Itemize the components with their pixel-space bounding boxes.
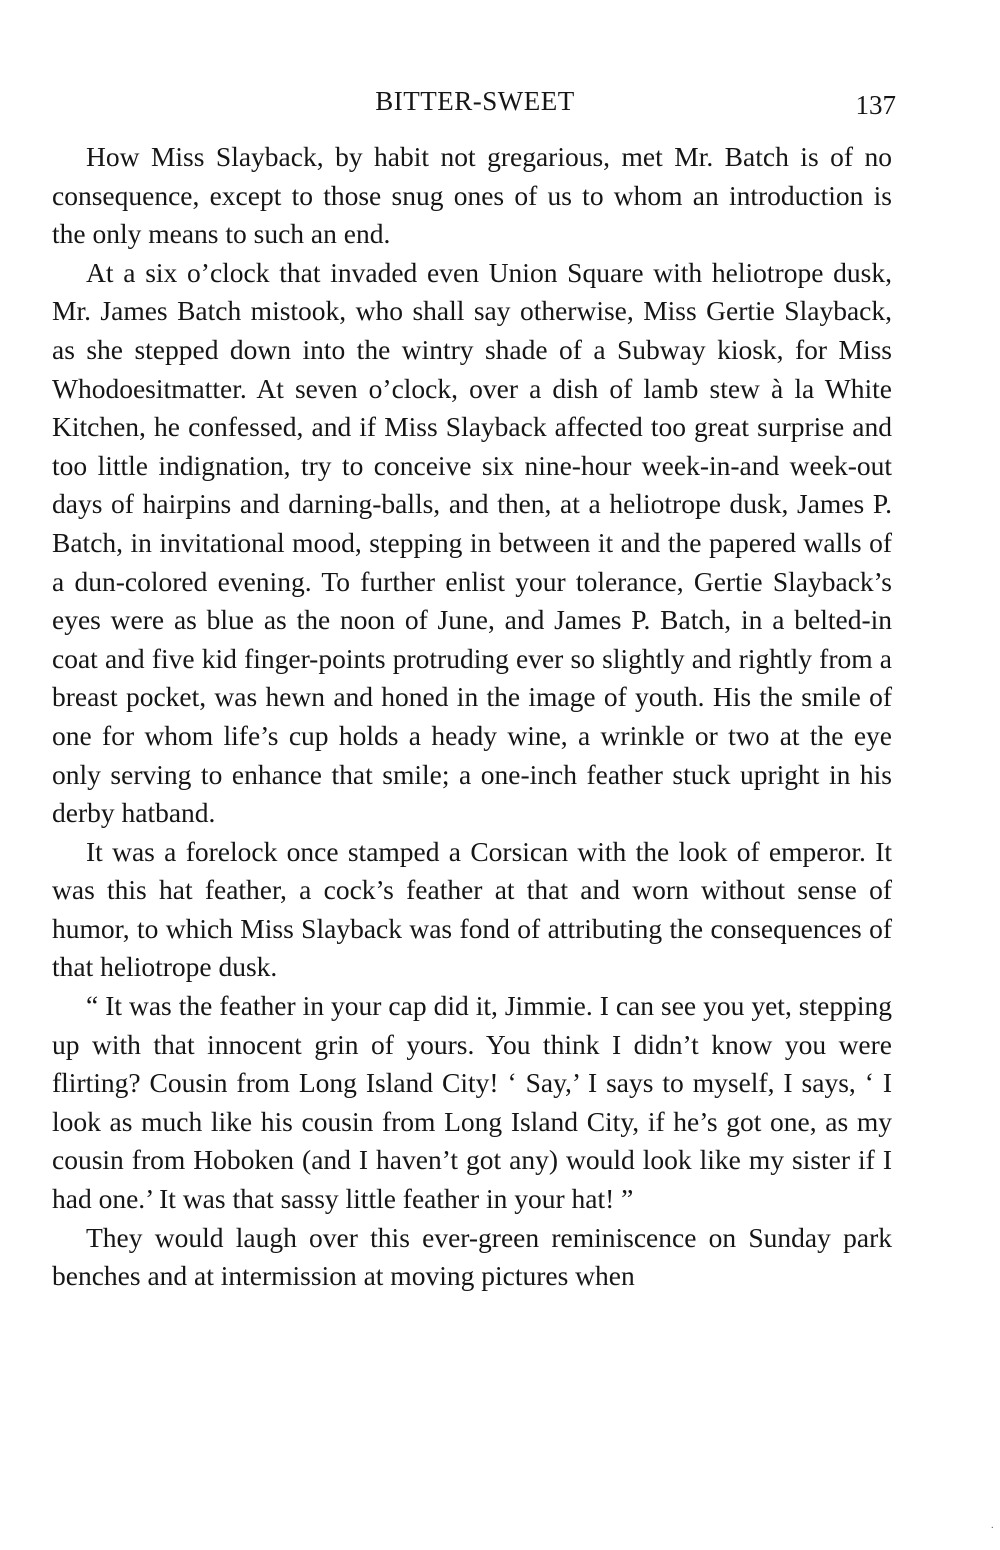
running-head bbox=[52, 86, 898, 126]
paragraph-1: How Miss Slayback, by habit not gregarious, met Mr. Batch is of no consequence, except to those snug ones of us to whom an introduction is the only means to such an end. bbox=[52, 141, 892, 250]
running-title: BITTER-SWEET bbox=[375, 86, 575, 116]
paragraph-4: “ It was the feather in your cap did it, Jimmie. I can see you yet, stepping up with that innocent grin of yours. You think I didn’t know you were flirting? Cousin from Long Island City! ‘ Say,’ I says to myself, I says, ‘ I look as much like his cousin from Long Island City, if he’s got one, as my cousin from Hoboken (and I haven’t got any) would look like my sister if I had one.’ It was that sassy little feather in your hat! ” bbox=[52, 990, 892, 1215]
paragraph-5: They would laugh over this ever-green reminiscence on Sunday park benches and at intermission at moving pictures when bbox=[52, 1221, 892, 1292]
body-text bbox=[52, 138, 892, 1296]
page-number: 137 bbox=[855, 90, 896, 120]
paragraph-3: It was a forelock once stamped a Corsican with the look of emperor. It was this hat feather, a cock’s feather at that and worn without sense of humor, to which Miss Slayback was fond of attributing the consequences of that heliotrope dusk. bbox=[52, 835, 892, 983]
paragraph-2: At a six o’clock that invaded even Union Square with heliotrope dusk, Mr. James Batch mistook, who shall say otherwise, Miss Gertie Slayback, as she stepped down into the wintry shade of a Subway kiosk, for Miss Whodoesitmatter. At seven o’clock, over a dish of lamb stew à la White Kitchen, he confessed, and if Miss Slayback affected too great surprise and too little indignation, try to conceive six nine-hour week-in-and week-out days of hairpins and darning-balls, and then, at a heliotrope dusk, James P. Batch, in invitational mood, stepping in between it and the papered walls of a dun-colored evening. To further enlist your tolerance, Gertie Slayback’s eyes were as blue as the noon of June, and James P. Batch, in a belted-in coat and five kid finger-points protruding ever so slightly and rightly from a breast pocket, was hewn and honed in the image of youth. His the smile of one for whom life’s cup holds a heady wine, a wrinkle or two at the eye only serving to enhance that smile; a one-inch feather stuck upright in his derby hatband. bbox=[52, 256, 892, 829]
scan-speck: · bbox=[990, 1523, 994, 1534]
